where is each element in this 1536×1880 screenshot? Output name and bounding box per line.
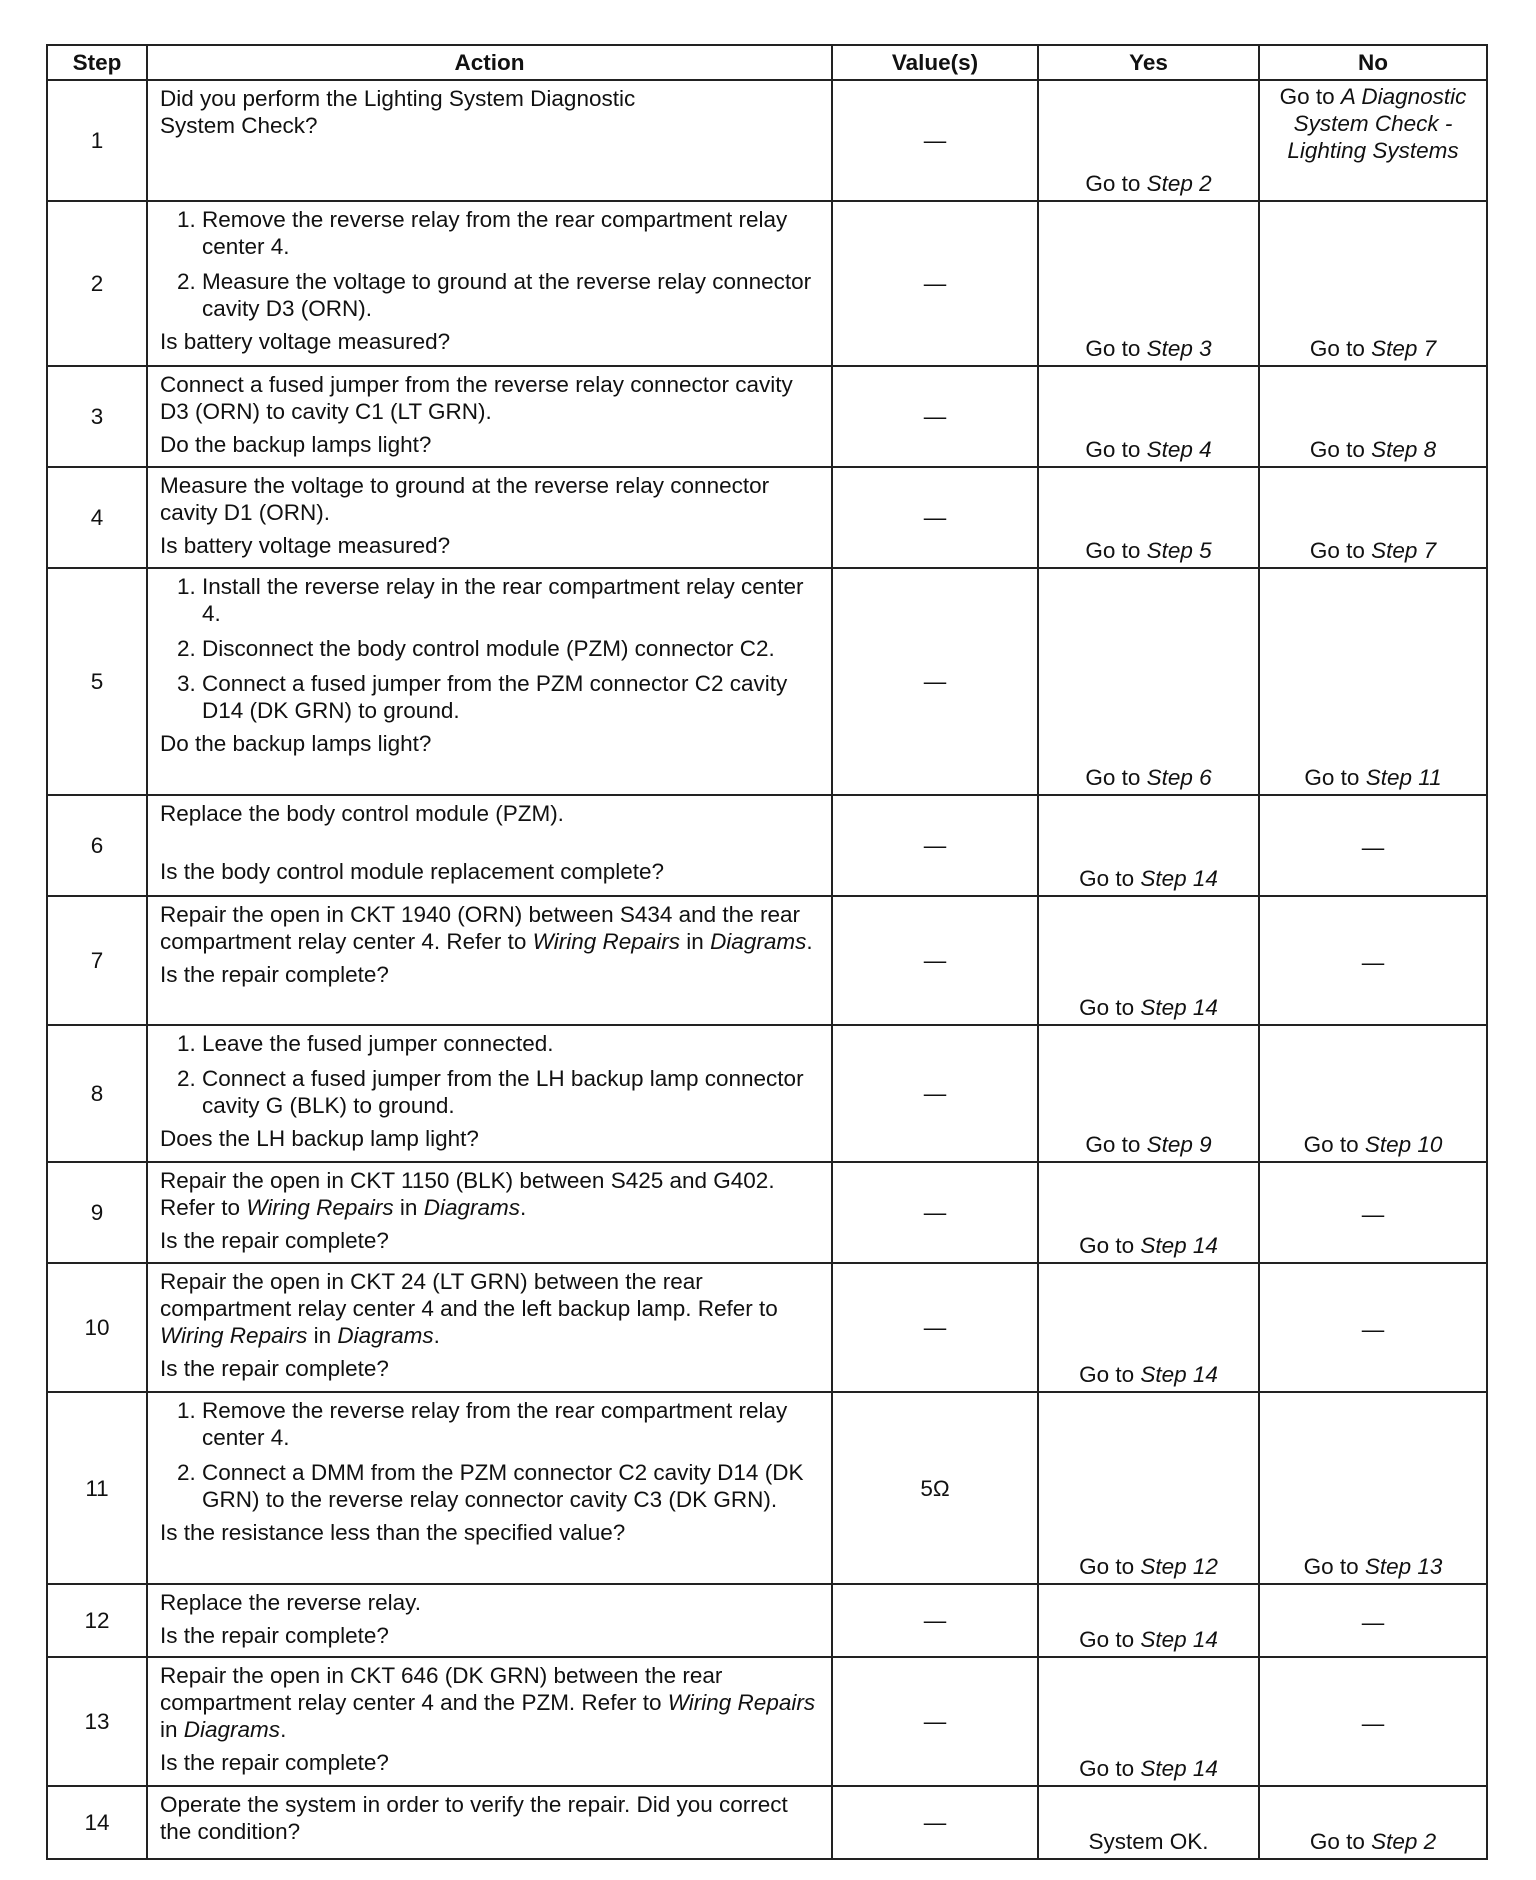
step-number: 7 [47, 896, 147, 1025]
go-to-label: Go to [1079, 866, 1135, 891]
reference-wiring-repairs: Wiring Repairs [246, 1195, 394, 1220]
go-to-label: Go to [1079, 1756, 1135, 1781]
action-question: Is the repair complete? [160, 1750, 389, 1775]
header-step: Step [47, 45, 147, 80]
header-row [47, 45, 1487, 80]
step-reference: Step 13 [1364, 1554, 1443, 1579]
action-text: Operate the system in order to verify the repair. Did you correct the condition? [160, 1792, 788, 1844]
yes-cell [1038, 568, 1259, 795]
step-number: 13 [47, 1657, 147, 1786]
step-reference: Step 11 [1365, 765, 1442, 790]
table-row [47, 366, 1487, 467]
value-cell: — [832, 795, 1038, 896]
step-number: 10 [47, 1263, 147, 1392]
value-cell: — [832, 201, 1038, 366]
diagnostic-table [46, 44, 1488, 1860]
table-row [47, 201, 1487, 366]
value-cell: — [832, 1584, 1038, 1657]
no-cell: — [1259, 896, 1487, 1025]
no-cell [1259, 366, 1487, 467]
no-cell: — [1259, 795, 1487, 896]
action-question: Is battery voltage measured? [160, 329, 451, 354]
action-cell [147, 1584, 832, 1657]
go-to-label: Go to [1085, 765, 1141, 790]
action-question: Is the repair complete? [160, 1356, 389, 1381]
no-cell [1259, 201, 1487, 366]
step-reference: Step 7 [1371, 336, 1437, 361]
step-reference: Step 8 [1371, 437, 1437, 462]
action-list-item: 1. Install the reverse relay in the rear compartment relay center 4. [202, 573, 821, 627]
action-text-part: Repair the open in CKT 646 (DK GRN) between the rear compartment relay center 4 and the PZM. Refer to [160, 1663, 723, 1715]
diagnostic-table-container [46, 44, 1486, 1860]
yes-cell [1038, 1162, 1259, 1263]
table-row [47, 80, 1487, 201]
step-reference: Step 6 [1146, 765, 1212, 790]
yes-cell [1038, 366, 1259, 467]
header-yes: Yes [1038, 45, 1259, 80]
yes-cell [1038, 795, 1259, 896]
reference-wiring-repairs: Wiring Repairs [160, 1323, 308, 1348]
step-reference: Step 2 [1146, 171, 1212, 196]
value-cell: 5Ω [832, 1392, 1038, 1584]
action-cell [147, 1162, 832, 1263]
action-cell [147, 1392, 832, 1584]
action-cell [147, 467, 832, 568]
value-cell: — [832, 1263, 1038, 1392]
step-reference: Step 14 [1140, 1756, 1218, 1781]
table-row [47, 1025, 1487, 1162]
go-to-label: Go to [1304, 765, 1360, 790]
action-text-part: . [433, 1323, 440, 1348]
action-text-part: in [686, 929, 704, 954]
reference-wiring-repairs: Wiring Repairs [532, 929, 681, 954]
action-text [160, 1662, 821, 1743]
action-text: Replace the reverse relay. [160, 1590, 421, 1615]
step-reference: Step 2 [1371, 1829, 1437, 1854]
table-row [47, 1263, 1487, 1392]
no-cell: — [1259, 1263, 1487, 1392]
step-reference: Step 7 [1371, 538, 1437, 563]
action-text [160, 1167, 821, 1221]
step-number: 3 [47, 366, 147, 467]
value-cell: — [832, 467, 1038, 568]
action-cell [147, 366, 832, 467]
step-number: 8 [47, 1025, 147, 1162]
table-row [47, 467, 1487, 568]
step-number: 11 [47, 1392, 147, 1584]
reference-diagrams: Diagrams [423, 1195, 520, 1220]
action-list-item: 1. Remove the reverse relay from the rear compartment relay center 4. [202, 1397, 821, 1451]
action-text-part: . [280, 1717, 287, 1742]
action-cell [147, 201, 832, 366]
go-to-label: Go to [1079, 1627, 1135, 1652]
action-list [160, 1397, 821, 1513]
action-cell [147, 1657, 832, 1786]
action-list-item: 3. Connect a fused jumper from the PZM connector C2 cavity D14 (DK GRN) to ground. [202, 670, 821, 724]
action-text-part: in [160, 1717, 178, 1742]
go-to-label: Go to [1309, 437, 1365, 462]
spacer [160, 827, 821, 854]
action-question: Is the repair complete? [160, 1623, 389, 1648]
value-cell: — [832, 1657, 1038, 1786]
step-reference: Step 5 [1146, 538, 1212, 563]
action-list-item: 1. Remove the reverse relay from the rear compartment relay center 4. [202, 206, 821, 260]
action-text-part: . [806, 929, 813, 954]
step-number: 4 [47, 467, 147, 568]
no-cell [1259, 1392, 1487, 1584]
value-cell: — [832, 896, 1038, 1025]
value-cell: — [832, 1162, 1038, 1263]
value-cell: — [832, 366, 1038, 467]
table-row [47, 795, 1487, 896]
action-list-item: 2. Connect a fused jumper from the LH backup lamp connector cavity G (BLK) to ground. [202, 1065, 821, 1119]
step-number: 12 [47, 1584, 147, 1657]
step-number: 9 [47, 1162, 147, 1263]
no-cell [1259, 568, 1487, 795]
go-to-label: Go to [1079, 995, 1135, 1020]
action-text-part: Repair the open in CKT 1150 (BLK) between S425 and G402. Refer to [160, 1168, 775, 1220]
table-row [47, 1657, 1487, 1786]
reference-diagrams: Diagrams [710, 929, 807, 954]
go-to-label: Go to [1079, 1554, 1135, 1579]
action-text-part: Repair the open in CKT 24 (LT GRN) between the rear compartment relay center 4 and the left backup lamp. Refer to [160, 1269, 778, 1321]
action-list [160, 206, 821, 322]
header-values: Value(s) [832, 45, 1038, 80]
yes-cell [1038, 1657, 1259, 1786]
go-to-label: Go to [1309, 1829, 1365, 1854]
go-to-label: Go to [1085, 171, 1141, 196]
table-row [47, 1584, 1487, 1657]
step-reference: Step 14 [1140, 995, 1218, 1020]
action-list-item: 1. Leave the fused jumper connected. [202, 1030, 821, 1057]
action-text: Did you perform the Lighting System Diagnostic System Check? [160, 86, 636, 138]
table-row [47, 1162, 1487, 1263]
step-reference: Step 9 [1146, 1132, 1212, 1157]
no-cell [1259, 80, 1487, 201]
go-to-label: Go to [1309, 336, 1365, 361]
action-cell [147, 568, 832, 795]
action-list-item: 2. Disconnect the body control module (PZM) connector C2. [202, 635, 821, 662]
action-question: Do the backup lamps light? [160, 731, 432, 756]
step-reference: Step 12 [1140, 1554, 1218, 1579]
go-to-label: Go to [1303, 1554, 1359, 1579]
action-text: Measure the voltage to ground at the reverse relay connector cavity D1 (ORN). [160, 473, 770, 525]
step-reference: Step 10 [1364, 1132, 1443, 1157]
action-cell [147, 795, 832, 896]
go-to-label: Go to [1079, 1362, 1135, 1387]
yes-cell [1038, 80, 1259, 201]
header-no: No [1259, 45, 1487, 80]
go-to-label: Go to [1079, 1233, 1135, 1258]
action-text-part: . [519, 1195, 527, 1220]
reference-diagrams: Diagrams [183, 1717, 281, 1742]
action-cell [147, 1263, 832, 1392]
action-text: Connect a fused jumper from the reverse relay connector cavity D3 (ORN) to cavity C1 (LT GRN). [160, 372, 793, 424]
action-question: Does the LH backup lamp light? [160, 1126, 479, 1151]
action-text-part: in [313, 1323, 332, 1348]
action-text-part: Repair the open in CKT 1940 (ORN) between S434 and the rear compartment relay center 4. Refer to [160, 902, 800, 954]
action-text: Replace the body control module (PZM). [160, 801, 564, 826]
yes-cell [1038, 467, 1259, 568]
action-text [160, 1268, 821, 1349]
yes-cell [1038, 1392, 1259, 1584]
action-list [160, 1030, 821, 1119]
no-cell [1259, 467, 1487, 568]
action-text-part: in [399, 1195, 418, 1220]
yes-cell: System OK. [1038, 1786, 1259, 1859]
value-cell: — [832, 568, 1038, 795]
go-to-label: Go to [1279, 84, 1335, 109]
go-to-label: Go to [1085, 1132, 1141, 1157]
action-text [160, 901, 821, 955]
action-cell [147, 896, 832, 1025]
step-number: 2 [47, 201, 147, 366]
table-row [47, 1392, 1487, 1584]
reference-wiring-repairs: Wiring Repairs [667, 1690, 816, 1715]
value-cell: — [832, 1025, 1038, 1162]
action-question: Is the body control module replacement complete? [160, 859, 665, 884]
table-row [47, 1786, 1487, 1859]
yes-cell [1038, 1025, 1259, 1162]
yes-cell [1038, 1584, 1259, 1657]
step-reference: Step 3 [1146, 336, 1212, 361]
yes-cell [1038, 201, 1259, 366]
value-cell: — [832, 1786, 1038, 1859]
no-cell: — [1259, 1657, 1487, 1786]
go-to-label: Go to [1085, 437, 1141, 462]
action-cell [147, 1786, 832, 1859]
go-to-label: Go to [1085, 336, 1141, 361]
action-cell [147, 1025, 832, 1162]
action-question: Do the backup lamps light? [160, 432, 432, 457]
header-action: Action [147, 45, 832, 80]
step-reference: Step 14 [1140, 1362, 1218, 1387]
no-cell: — [1259, 1162, 1487, 1263]
table-row [47, 896, 1487, 1025]
step-reference: Step 14 [1140, 1627, 1218, 1652]
action-list [160, 573, 821, 724]
step-number: 6 [47, 795, 147, 896]
go-to-label: Go to [1309, 538, 1365, 563]
step-reference: A Diagnostic System Check - Lighting Systems [1287, 84, 1467, 163]
action-question: Is the repair complete? [160, 962, 389, 987]
no-cell [1259, 1025, 1487, 1162]
step-number: 1 [47, 80, 147, 201]
action-cell [147, 80, 832, 201]
yes-cell [1038, 1263, 1259, 1392]
step-number: 5 [47, 568, 147, 795]
step-reference: Step 4 [1146, 437, 1212, 462]
action-list-item: 2. Connect a DMM from the PZM connector C2 cavity D14 (DK GRN) to the reverse relay connector cavity C3 (DK GRN). [202, 1459, 821, 1513]
action-question: Is the repair complete? [160, 1228, 389, 1253]
action-question: Is battery voltage measured? [160, 533, 451, 558]
action-question: Is the resistance less than the specified value? [160, 1520, 626, 1545]
reference-diagrams: Diagrams [337, 1323, 434, 1348]
step-reference: Step 14 [1140, 1233, 1218, 1258]
no-cell: — [1259, 1584, 1487, 1657]
table-row [47, 568, 1487, 795]
go-to-label: Go to [1085, 538, 1141, 563]
value-cell: — [832, 80, 1038, 201]
action-list-item: 2. Measure the voltage to ground at the reverse relay connector cavity D3 (ORN). [202, 268, 821, 322]
step-reference: Step 14 [1140, 866, 1218, 891]
step-number: 14 [47, 1786, 147, 1859]
no-cell [1259, 1786, 1487, 1859]
go-to-label: Go to [1303, 1132, 1359, 1157]
yes-cell [1038, 896, 1259, 1025]
